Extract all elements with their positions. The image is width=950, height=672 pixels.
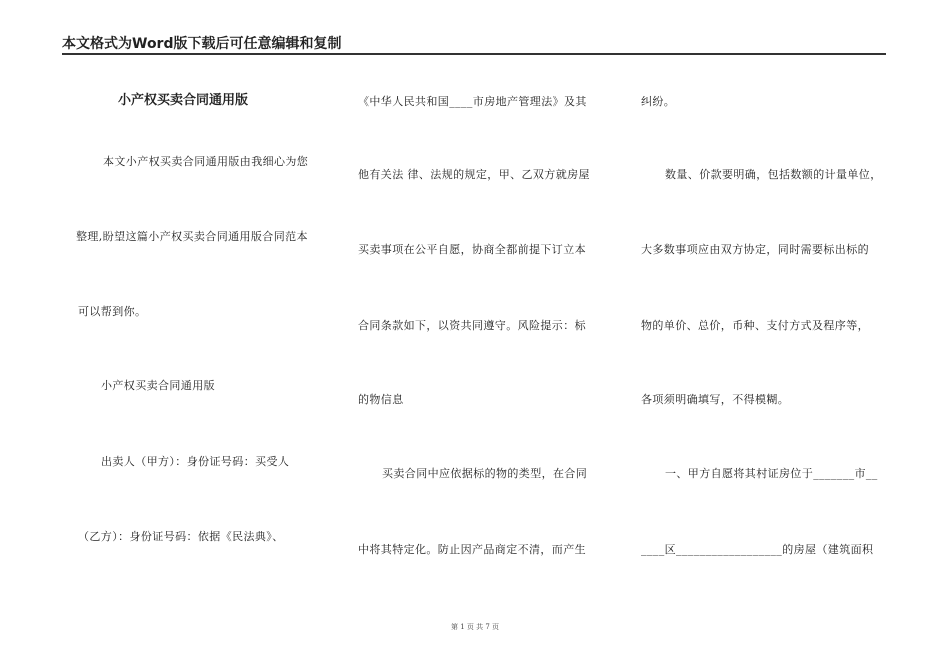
paragraph-line: 一、甲方自愿将其村证房位于_______市__ (665, 467, 878, 480)
paragraph-line: 数量、价款要明确，包括数额的计量单位， (665, 168, 882, 181)
paragraph-line: 《中华人民共和国____市房地产管理法》及其 (358, 95, 587, 108)
paragraph-line: 的物信息 (358, 393, 404, 406)
paragraph-line: 大多数事项应由双方协定，同时需要标出标的 (641, 243, 869, 256)
header-text: 本文格式为Word版下载后可任意编辑和复制 (62, 36, 342, 52)
paragraph-line: 他有关法 律、法规的规定，甲、乙双方就房屋 (358, 168, 590, 181)
paragraph-line: 买卖事项在公平自愿，协商全都前提下订立本 (358, 243, 586, 256)
paragraph-line: 物的单价、总价，币种、支付方式及程序等， (641, 319, 869, 332)
paragraph-line: 纠纷。 (641, 95, 676, 108)
paragraph-line: 合同条款如下，以资共同遵守。风险提示：标 (358, 319, 586, 332)
paragraph-line: 整理,盼望这篇小产权买卖合同通用版合同范本 (76, 230, 308, 243)
page-number: 第 1 页 共 7 页 (450, 623, 500, 631)
paragraph-line: 买卖合同中应依据标的物的类型，在合同 (382, 467, 588, 480)
paragraph-line: 出卖人（甲方）：身份证号码：买受人 (101, 455, 290, 468)
page-header (62, 36, 886, 55)
paragraph-line: 各项须明确填写，不得模糊。 (641, 393, 790, 406)
paragraph-line: 可以帮到你。 (78, 305, 147, 318)
paragraph-line: 中将其特定化。防止因产品商定不清，而产生 (358, 543, 586, 556)
paragraph-line: 本文小产权买卖合同通用版由我细心为您 (103, 155, 309, 168)
document-title: 小产权买卖合同通用版 (118, 93, 249, 108)
paragraph-line: （乙方）：身份证号码：依据《民法典》、 (78, 530, 284, 543)
paragraph-line: ____区__________________的房屋（建筑面积 (641, 543, 874, 556)
paragraph-line: 小产权买卖合同通用版 (101, 379, 215, 392)
